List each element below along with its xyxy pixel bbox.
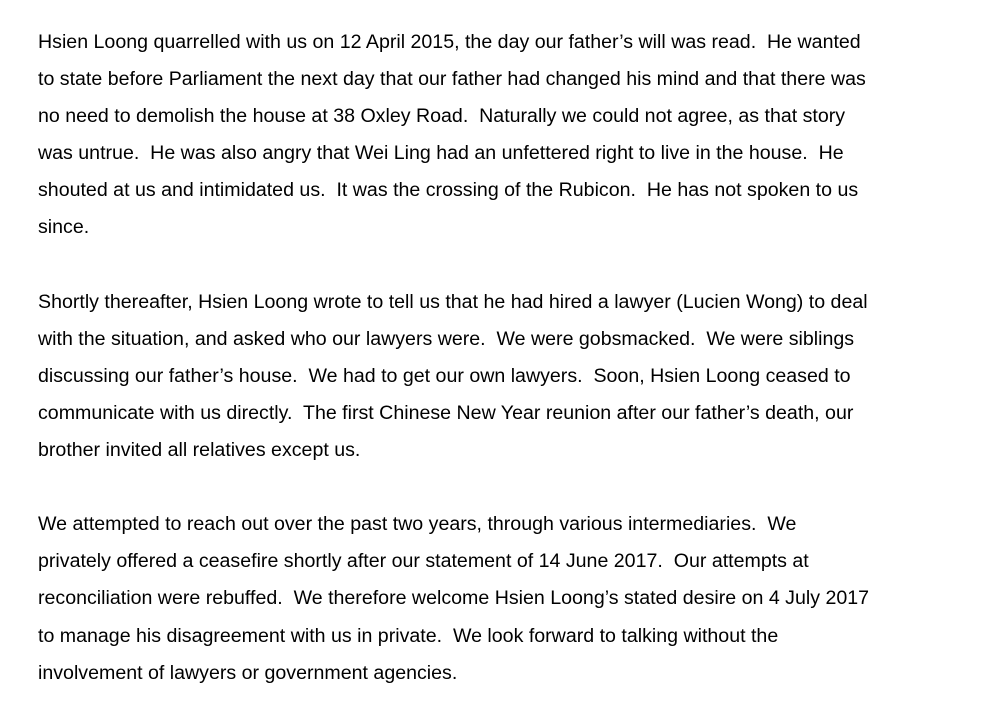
paragraph-3 [38, 506, 978, 691]
paragraph-1 [38, 24, 978, 247]
text-line: brother invited all relatives except us. [38, 439, 361, 462]
text-line: Hsien Loong quarrelled with us on 12 April 2015, the day our father’s will was read. He wanted [38, 31, 861, 53]
text-line: reconciliation were rebuffed. We therefore welcome Hsien Loong’s stated desire on 4 July 2017 [38, 587, 870, 610]
text-line: to state before Parliament the next day that our father had changed his mind and that there was [38, 68, 866, 91]
text-line: We attempted to reach out over the past two years, through various intermediaries. We [38, 513, 797, 536]
text-line: with the situation, and asked who our lawyers were. We were gobsmacked. We were siblings [38, 327, 855, 350]
text-line: involvement of lawyers or government agencies. [38, 661, 458, 684]
paragraph-2 [38, 284, 978, 469]
text-line: no need to demolish the house at 38 Oxley Road. Naturally we could not agree, as that story [38, 105, 846, 128]
text-line: since. [38, 216, 90, 239]
text-line: to manage his disagreement with us in private. We look forward to talking without the [38, 624, 779, 647]
text-line: privately offered a ceasefire shortly after our statement of 14 June 2017. Our attempts at [38, 550, 809, 573]
document-body [38, 24, 978, 692]
text-line: discussing our father’s house. We had to get our own lawyers. Soon, Hsien Loong ceased to [38, 364, 851, 387]
text-line: communicate with us directly. The first Chinese New Year reunion after our father’s death, our [38, 401, 854, 424]
text-line: was untrue. He was also angry that Wei Ling had an unfettered right to live in the house. He [38, 142, 844, 165]
text-line: Shortly thereafter, Hsien Loong wrote to tell us that he had hired a lawyer (Lucien Wong) to deal [38, 290, 868, 313]
text-line: shouted at us and intimidated us. It was the crossing of the Rubicon. He has not spoken to us [38, 179, 859, 202]
